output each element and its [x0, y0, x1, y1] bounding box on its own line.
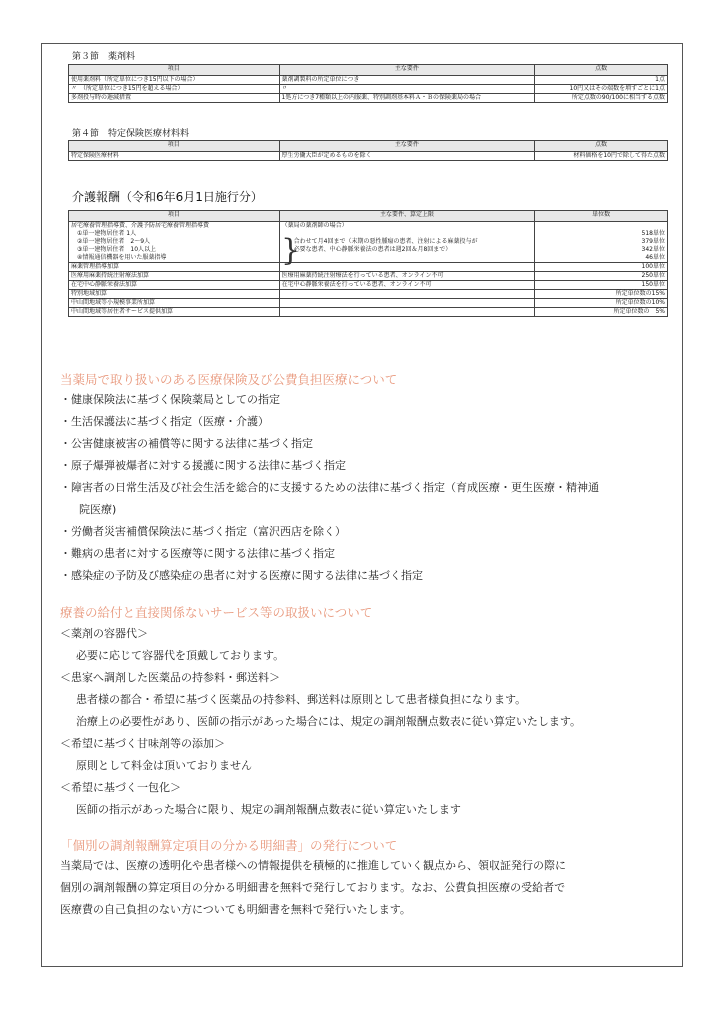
table-row [69, 272, 668, 281]
subheading: ＜患家へ調剤した医薬品の持参料・郵送料＞ [60, 671, 280, 684]
cell: 〃 （所定単位につき15円を超える場合） [69, 85, 280, 94]
table-row [69, 290, 668, 299]
table-row [69, 263, 668, 272]
subheading: ＜希望に基づく一包化＞ [60, 781, 181, 794]
section3-table [68, 64, 668, 103]
section4-table [68, 140, 668, 161]
cell-line: 46単位 [645, 254, 665, 261]
paragraph-line: 当薬局では、医療の透明化や患者様への情報提供を積極的に推進していく観点から、領収証発行の際に [60, 859, 566, 872]
cell: 使用薬剤料（所定単位につき15円以下の場合） [69, 76, 280, 85]
table-row [69, 299, 668, 308]
group-req [279, 222, 535, 263]
subheading: ＜希望に基づく甘味剤等の添加＞ [60, 737, 225, 750]
services-heading: 療養の給付と直接関係ないサービス等の取扱いについて [60, 605, 373, 620]
group-units [535, 222, 668, 263]
cell-line: 合わせて月4回まで（末期の悪性腫瘍の患者、注射による麻薬投与が [293, 238, 478, 245]
cell-line: 342単位 [641, 246, 665, 253]
cell-line: （薬局の薬剤師の場合） [281, 222, 348, 229]
insurance-list [60, 389, 599, 587]
cell: 在宅中心静脈栄養法を行っている患者、オンライン不可 [279, 281, 535, 290]
cell: 所定単位数の10% [535, 299, 668, 308]
cell: 医療用麻薬持続注射療法加算 [69, 272, 280, 281]
cell-line: 379単位 [641, 238, 665, 245]
table-row [69, 94, 668, 103]
cell: 厚生労働大臣が定めるものを除く [279, 152, 535, 161]
paragraph-line: 必要に応じて容器代を頂戴しております。 [76, 649, 285, 662]
cell-line: 518単位 [641, 230, 665, 237]
paragraph-line: 治療上の必要性があり、医師の指示があった場合には、規定の調剤報酬点数表に従い算定いたします。 [76, 715, 582, 728]
cell: 10円又はその端数を増すごとに1点 [535, 85, 668, 94]
section4-title: 第４節 特定保険医療材料料 [72, 129, 190, 139]
header-item: 項目 [69, 141, 280, 152]
subheading: ＜薬剤の容器代＞ [60, 627, 148, 640]
header-req: 主な要件 [279, 141, 535, 152]
cell: 多剤投与時の逓減措置 [69, 94, 280, 103]
header-points: 点数 [535, 141, 668, 152]
list-item: ・生活保護法に基づく指定（医療・介護） [60, 415, 269, 428]
cell: 在宅中心静脈栄養法加算 [69, 281, 280, 290]
cell [279, 290, 535, 299]
statement-body [60, 855, 566, 921]
group-items [69, 222, 280, 263]
paragraph-line: 医療費の自己負担のない方についても明細書を無料で発行いたします。 [60, 903, 411, 916]
paragraph-line: 医師の指示があった場合に限り、規定の調剤報酬点数表に従い算定いたします [76, 803, 461, 816]
cell-line: 必要な患者、中心静脈栄養法の患者は週2回＆月8回まで） [293, 246, 452, 253]
list-item: ・難病の患者に対する医療等に関する法律に基づく指定 [60, 547, 335, 560]
paragraph-line: 個別の調剤報酬の算定項目の分かる明細書を無料で発行しております。なお、公費負担医療の受給者で [60, 881, 566, 894]
cell-line: ①単一建物居住者 1人 [71, 230, 137, 237]
cell: 中山間地域等小規模事業所加算 [69, 299, 280, 308]
cell: 150単位 [535, 281, 668, 290]
header-points: 点数 [535, 65, 668, 76]
table-row [69, 308, 668, 317]
cell [279, 308, 535, 317]
table-row [69, 76, 668, 85]
cell-line: 居宅療養管理指導費、介護予防居宅療養管理指導費 [71, 222, 210, 229]
list-item: ・障害者の日常生活及び社会生活を総合的に支援するための法律に基づく指定（育成医療・更生医療・精神通 [60, 481, 599, 494]
cell: 中山間地域等居住者サービス提供加算 [69, 308, 280, 317]
cell: 1処方につき7種類以上の内服薬、特別調剤基本料Ａ・Ｂの保険薬局の場合 [279, 94, 535, 103]
cell: 100単位 [535, 263, 668, 272]
kaigo-table [68, 210, 668, 317]
paragraph-line: 患者様の都合・希望に基づく医薬品の持参料、郵送料は原則として患者様負担になります。 [76, 693, 527, 706]
kaigo-title: 介護報酬（令和6年6月1日施行分） [72, 190, 263, 204]
statement-heading: 「個別の調剤報酬算定項目の分かる明細書」の発行について [60, 838, 398, 853]
header-units: 単位数 [535, 211, 668, 222]
cell: 〃 [279, 85, 535, 94]
list-item-continued: 院医療) [79, 503, 117, 516]
header-item: 項目 [69, 211, 280, 222]
table-row-group [69, 222, 668, 263]
cell-line: ④情報通信機器を用いた服薬指導 [71, 254, 167, 261]
cell-line: ③単一建物居住者 10人以上 [71, 246, 157, 253]
table-row [69, 281, 668, 290]
cell [279, 263, 535, 272]
section3-title: 第３節 薬剤料 [72, 52, 136, 62]
cell: 所定点数の90/100に相当する点数 [535, 94, 668, 103]
table-row [69, 85, 668, 94]
cell [279, 299, 535, 308]
header-req: 主な要件、算定上限 [279, 211, 535, 222]
paragraph-line: 原則として料金は頂いておりません [76, 759, 252, 772]
cell: 特定保険医療材料 [69, 152, 280, 161]
list-item: ・原子爆弾被爆者に対する援護に関する法律に基づく指定 [60, 459, 346, 472]
header-req: 主な要件 [279, 65, 535, 76]
cell: 医療用麻薬持続注射療法を行っている患者、オンライン不可 [279, 272, 535, 281]
list-item: ・感染症の予防及び感染症の患者に対する医療に関する法律に基づく指定 [60, 569, 423, 582]
brace-icon: } [281, 233, 301, 268]
table-row [69, 152, 668, 161]
header-item: 項目 [69, 65, 280, 76]
cell: 麻薬管理指導加算 [69, 263, 280, 272]
cell: 1点 [535, 76, 668, 85]
cell: 薬剤調製料の所定単位につき [279, 76, 535, 85]
cell-line: ②単一建物居住者 2〜9人 [71, 238, 151, 245]
cell: 所定単位数の 5% [535, 308, 668, 317]
list-item: ・公害健康被害の補償等に関する法律に基づく指定 [60, 437, 313, 450]
list-item: ・健康保険法に基づく保険薬局としての指定 [60, 393, 280, 406]
cell: 材料価格を10円で除して得た点数 [535, 152, 668, 161]
cell: 特別地域加算 [69, 290, 280, 299]
services-body [60, 623, 581, 821]
cell: 250単位 [535, 272, 668, 281]
list-item: ・労働者災害補償保険法に基づく指定（富沢西店を除く） [60, 525, 346, 538]
cell: 所定単位数の15% [535, 290, 668, 299]
insurance-heading: 当薬局で取り扱いのある医療保険及び公費負担医療について [60, 372, 398, 387]
